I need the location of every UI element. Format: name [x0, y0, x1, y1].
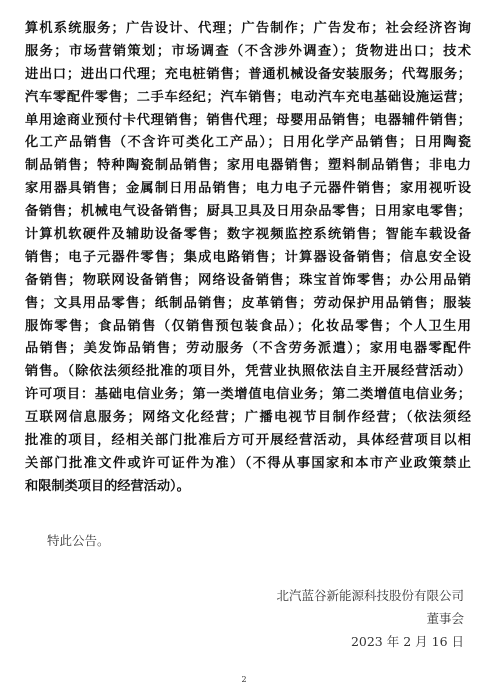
body-line: 批准的项目，经相关部门批准后方可开展经营活动，具体经营项目以相 — [25, 433, 471, 449]
body-line: 进出口；进出口代理；充电桩销售；普通机械设备安装服务；代驾服务； — [25, 66, 471, 82]
announcement-body — [25, 18, 471, 499]
body-line: 关部门批准文件或许可证件为准）（不得从事国家和本市产业政策禁止 — [25, 455, 471, 471]
signature-block — [276, 584, 464, 653]
body-line: 互联网信息服务；网络文化经营；广播电视节目制作经营；（依法须经 — [25, 410, 471, 426]
page-number: 2 — [241, 675, 247, 684]
body-line: 计算机软硬件及辅助设备零售；数字视频监控系统销售；智能车载设备 — [25, 227, 471, 243]
closing-notice: 特此公告。 — [47, 533, 110, 548]
company-name: 北汽蓝谷新能源科技股份有限公司 — [276, 588, 464, 603]
body-line: 制品销售；特种陶瓷制品销售；家用电器销售；塑料制品销售；非电力 — [25, 158, 471, 174]
body-line: 备销售；物联网设备销售；网络设备销售；珠宝首饰零售；办公用品销 — [25, 272, 471, 288]
body-line: 许可项目：基础电信业务；第一类增值电信业务；第二类增值电信业务； — [25, 387, 471, 403]
body-line: 算机系统服务；广告设计、代理；广告制作；广告发布；社会经济咨询 — [25, 21, 471, 36]
body-line: 化工产品销售（不含许可类化工产品）；日用化学产品销售；日用陶瓷 — [25, 135, 471, 151]
body-line: 销售。（除依法须经批准的项目外，凭营业执照依法自主开展经营活动） — [25, 364, 471, 380]
body-line: 单用途商业预付卡代理销售；销售代理；母婴用品销售；电器辅件销售； — [25, 112, 471, 128]
body-line: 品销售；美发饰品销售；劳动服务（不含劳务派遣）；家用电器零配件 — [25, 341, 471, 357]
body-line: 备销售；机械电气设备销售；厨具卫具及日用杂品零售；日用家电零售； — [25, 204, 471, 220]
body-line: 销售；电子元器件零售；集成电路销售；计算器设备销售；信息安全设 — [25, 249, 471, 265]
body-line: 售；文具用品零售；纸制品销售；皮革销售；劳动保护用品销售；服装 — [25, 295, 471, 311]
body-line: 和限制类项目的经营活动）。 — [25, 478, 190, 494]
body-line: 服饰零售；食品销售（仅销售预包装食品）；化妆品零售；个人卫生用 — [25, 318, 471, 334]
body-line: 家用器具销售；金属制日用品销售；电力电子元器件销售；家用视听设 — [25, 181, 471, 197]
body-line: 服务；市场营销策划；市场调查（不含涉外调查）；货物进出口；技术 — [25, 43, 471, 59]
announcement-date: 2023 年 2 月 16 日 — [350, 634, 464, 649]
body-line: 汽车零配件零售；二手车经纪；汽车销售；电动汽车充电基础设施运营； — [25, 89, 471, 105]
board-name: 董事会 — [426, 611, 464, 626]
